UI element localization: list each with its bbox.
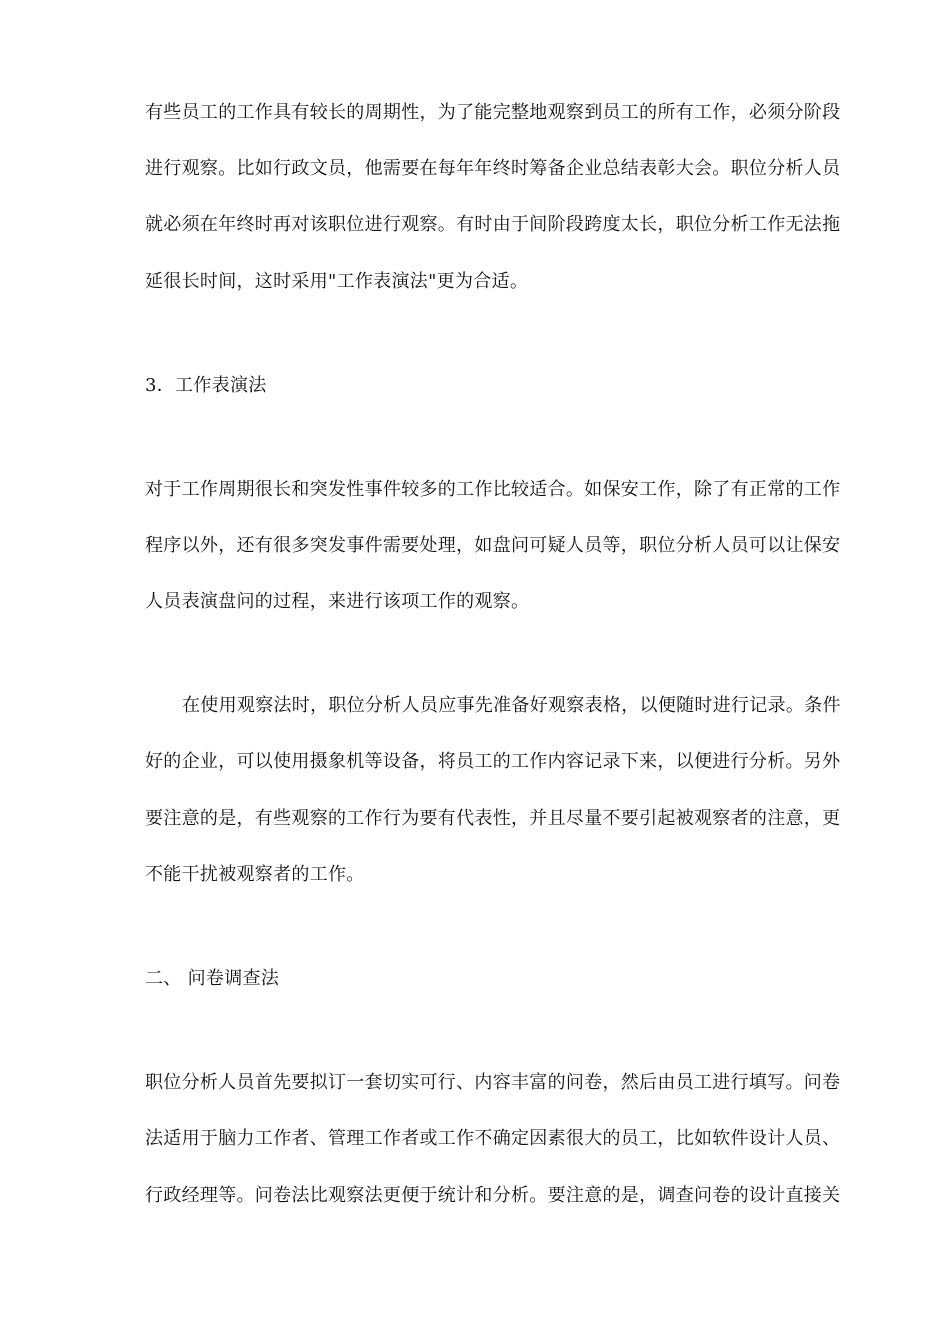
text-line: 人员表演盘问的过程，来进行该项工作的观察。 — [145, 591, 530, 612]
text-line: 在使用观察法时，职位分析人员应事先准备好观察表格，以便随时进行记录。条件 — [182, 695, 841, 716]
text-line: 延很长时间，这时采用"工作表演法"更为合适。 — [145, 271, 529, 292]
section-heading: 3．工作表演法 — [145, 375, 267, 396]
text-line: 对于工作周期很长和突发性事件较多的工作比较适合。如保安工作，除了有正常的工作 — [145, 479, 841, 500]
text-line: 不能干扰被观察者的工作。 — [145, 864, 365, 885]
text-line: 程序以外，还有很多突发事件需要处理，如盘问可疑人员等，职位分析人员可以让保安 — [145, 535, 841, 556]
text-line: 好的企业，可以使用摄象机等设备，将员工的工作内容记录下来，以便进行分析。另外 — [145, 751, 841, 772]
text-line: 法适用于脑力工作者、管理工作者或工作不确定因素很大的员工，比如软件设计人员、 — [145, 1128, 841, 1149]
text-line: 就必须在年终时再对该职位进行观察。有时由于间阶段跨度太长，职位分析工作无法拖 — [145, 214, 841, 235]
text-line: 要注意的是，有些观察的工作行为要有代表性，并且尽量不要引起被观察者的注意，更 — [145, 808, 841, 829]
section-heading: 二、 问卷调查法 — [145, 968, 280, 989]
text-line: 职位分析人员首先要拟订一套切实可行、内容丰富的问卷，然后由员工进行填写。问卷 — [145, 1072, 841, 1093]
text-line: 行政经理等。问卷法比观察法更便于统计和分析。要注意的是，调查问卷的设计直接关 — [145, 1185, 841, 1206]
text-line: 进行观察。比如行政文员，他需要在每年年终时筹备企业总结表彰大会。职位分析人员 — [145, 158, 841, 179]
text-line: 有些员工的工作具有较长的周期性，为了能完整地观察到员工的所有工作，必须分阶段 — [145, 102, 841, 123]
